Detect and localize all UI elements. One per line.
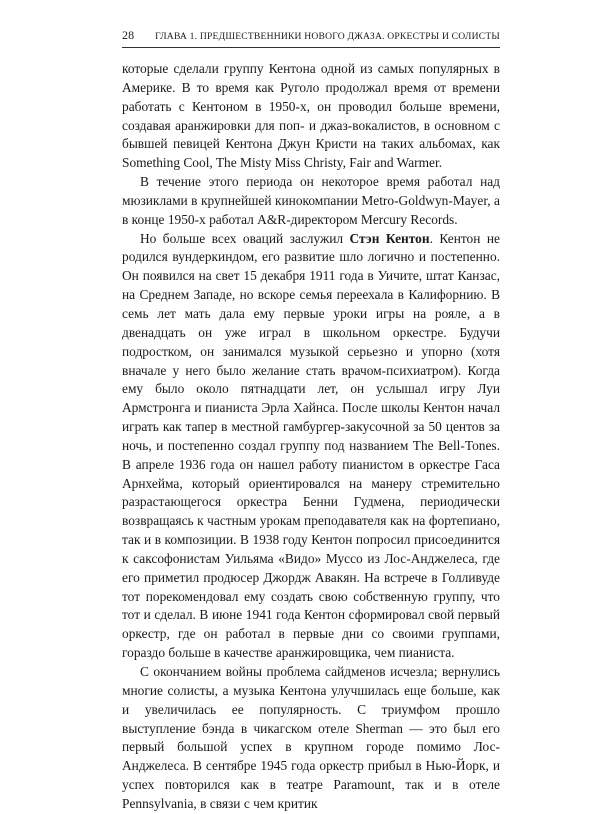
paragraph: В течение этого периода он некоторое время работал над мюзиклами в крупнейшей кинокомпании Metro-Goldwyn-Mayer, а в конце 1950-х работал A&R-директором Mercury Records. <box>122 174 500 227</box>
paragraph: С окончанием войны проблема сайдменов исчезла; вернулись многие солисты, а музыка Кентона улучшилась еще больше, как и увеличилась ее популярность. С триумфом прошло выступление бэнда в чикагском отеле Sherman — это был его первый большой успех в крупном городе помимо Лос-Анджелеса. В сентябре 1945 года оркестр прибыл в Нью-Йорк, и успех повторился как в театре Paramount, так и в отеле Pennsylvania, в связи с чем критик <box>122 664 500 811</box>
body-text <box>122 60 500 814</box>
paragraph-lead-text: Но больше всех оваций заслужил <box>140 230 350 246</box>
page-number: 28 <box>122 28 135 42</box>
paragraph-continuation: которые сделали группу Кентона одной из самых популярных в Америке. В то время как Руголо продолжал время от времени работать с Кентоном в 1950-х, он проводил больше времени, создавая аранжировки для поп- и джаз-вокалистов, в основном с бывшей певицей Кентона Джун Кристи на таких альбомах, как Something Cool, The Misty Miss Christy, Fair and Warmer. <box>122 61 500 171</box>
paragraph-remainder-text: . Кентон не родился вундеркиндом, его развитие шло логично и постепенно. Он появился на свет 15 декабря 1911 года в Уичите, штат Канзас, на Среднем Западе, но вскоре семья переехала в Калифорнию. В семь лет мать дала ему первые уроки игры на рояле, а в двенадцать он уже играл в школьном оркестре. Будучи подростком, он занимался музыкой серьезно и упорно (хотя вначале у него было желание стать врачом-психиатром). Когда ему было около пятнадцати лет, он услышал игру Луи Армстронга и пианиста Эрла Хайнса. После школы Кентон начал играть как тапер в местной гамбургер-закусочной за 50 центов за ночь, и постепенно создал группу под названием The Bell-Tones. В апреле 1936 года он нашел работу пианистом в оркестре Гаса Арнхейма, который ориентировался на манеру стремительно разрастающегося оркестра Бенни Гудмена, периодически возвращаясь к частным урокам преподавателя как на фортепиано, так и в композиции. В 1938 году Кентон попросил присоединится к саксофонистам Уильяма «Видо» Муссо из Лос-Анджелеса, где его приметил продюсер Джордж Авакян. На встрече в Голливуде тот порекомендовал ему создать свою собственную группу, что тот и сделал. В июне 1941 года Кентон сформировал свой первый оркестр, где он работал в первые дни со своими группами, гораздо больше в качестве аранжировщика, чем пианиста. <box>122 230 500 661</box>
paragraph-stan-kenton <box>122 230 500 663</box>
name-highlight: Стэн Кентон <box>349 230 430 246</box>
chapter-title: ГЛАВА 1. ПРЕДШЕСТВЕННИКИ НОВОГО ДЖАЗА. ОРКЕСТРЫ И СОЛИСТЫ <box>155 31 500 42</box>
running-head <box>122 28 500 48</box>
book-page <box>122 28 500 814</box>
